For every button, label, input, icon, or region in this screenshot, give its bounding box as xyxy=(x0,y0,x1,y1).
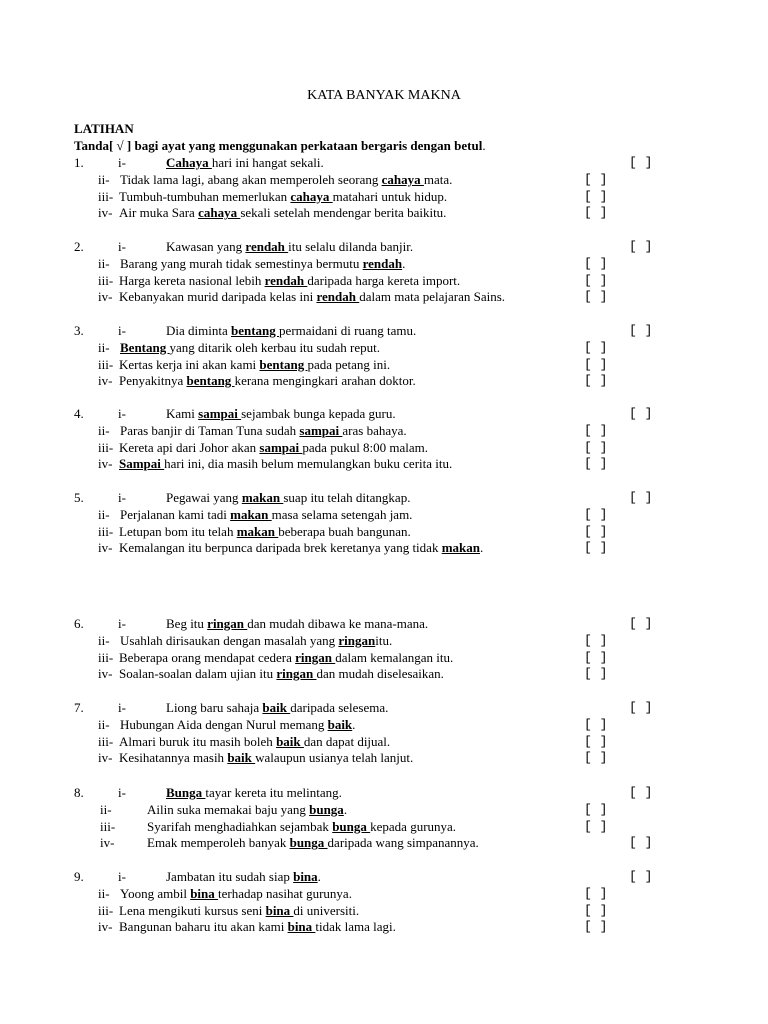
sentence xyxy=(120,172,452,188)
sentence-text: daripada wang simpanannya. xyxy=(327,835,479,851)
question-number: 8. xyxy=(74,785,84,800)
sentence xyxy=(120,886,352,902)
sentence-text: Kawasan yang xyxy=(166,239,246,254)
sentence xyxy=(119,666,444,682)
answer-checkbox[interactable]: [ ] xyxy=(584,716,608,732)
sentence xyxy=(166,406,396,422)
sentence-text: pada pukul 8:00 malam. xyxy=(302,439,429,455)
underlined-word: baik xyxy=(262,700,291,715)
answer-checkbox[interactable]: [ ] xyxy=(584,289,608,305)
sentence-text: . xyxy=(317,869,321,884)
sentence-text: . xyxy=(480,540,484,556)
roman-numeral: i- xyxy=(118,700,126,715)
answer-checkbox[interactable]: [ ] xyxy=(584,373,608,389)
sentence xyxy=(120,340,380,356)
roman-numeral: iii- xyxy=(98,439,114,455)
question-number: 7. xyxy=(74,700,84,715)
sentence-text: Yoong ambil xyxy=(120,885,191,901)
instruction-text: ] bagi ayat yang menggunakan perkataan bergaris dengan betul xyxy=(126,138,483,153)
underlined-word: sampai xyxy=(299,422,343,438)
sentence-text: Paras banjir di Taman Tuna sudah xyxy=(120,422,300,438)
underlined-word: rendah xyxy=(264,272,308,288)
sentence-text: matahari untuk hidup. xyxy=(332,188,448,204)
sentence-text: masa selama setengah jam. xyxy=(271,506,413,522)
answer-checkbox[interactable]: [ ] xyxy=(584,666,608,682)
sentence-text: Kami xyxy=(166,406,199,421)
section-heading: LATIHAN xyxy=(74,121,134,136)
underlined-word: bina xyxy=(190,885,219,901)
answer-checkbox[interactable]: [ ] xyxy=(584,919,608,935)
answer-checkbox[interactable]: [ ] xyxy=(584,205,608,221)
answer-checkbox[interactable]: [ ] xyxy=(629,616,653,631)
roman-numeral: i- xyxy=(118,155,126,170)
roman-numeral: iv- xyxy=(98,666,113,682)
sentence-text: dan mudah dibawa ke mana-mana. xyxy=(247,616,429,631)
sentence-text: permaidani di ruang tamu. xyxy=(279,323,417,338)
underlined-word: ringan xyxy=(276,666,317,682)
sentence-text: Kesihatannya masih xyxy=(119,750,228,766)
instruction-prefix: Tanda[ xyxy=(74,138,114,153)
answer-checkbox[interactable]: [ ] xyxy=(629,700,653,715)
answer-checkbox[interactable]: [ ] xyxy=(629,406,653,421)
question-number: 6. xyxy=(74,616,84,631)
underlined-word: cahaya xyxy=(290,188,333,204)
roman-numeral: i- xyxy=(118,616,126,631)
roman-numeral: i- xyxy=(118,490,126,505)
underlined-word: ringan xyxy=(207,616,248,631)
sentence-text: Dia diminta xyxy=(166,323,231,338)
underlined-word: bentang xyxy=(231,323,280,338)
roman-numeral: ii- xyxy=(100,801,112,817)
instruction xyxy=(74,138,486,154)
sentence-text: daripada selesema. xyxy=(290,700,389,715)
sentence xyxy=(120,717,355,733)
underlined-word: rendah xyxy=(316,289,360,305)
roman-numeral: i- xyxy=(118,785,126,800)
underlined-word: ringan xyxy=(295,649,336,665)
roman-numeral: ii- xyxy=(98,506,110,522)
answer-checkbox[interactable]: [ ] xyxy=(584,188,608,204)
sentence-text: beberapa buah bangunan. xyxy=(278,523,411,539)
question-number: 4. xyxy=(74,406,84,421)
sentence-text: yang ditarik oleh kerbau itu sudah reput. xyxy=(169,339,380,355)
roman-numeral: ii- xyxy=(98,716,110,732)
sentence xyxy=(166,785,342,801)
answer-checkbox[interactable]: [ ] xyxy=(584,818,608,834)
sentence-text: Bangunan baharu itu akan kami xyxy=(119,919,288,935)
sentence-text: Penyakitnya xyxy=(119,373,187,389)
sentence-text: Tidak lama lagi, abang akan memperoleh seorang xyxy=(120,171,382,187)
sentence-text: Lena mengikuti kursus seni xyxy=(119,902,266,918)
sentence-text: dalam kemalangan itu. xyxy=(335,649,454,665)
sentence-text: Harga kereta nasional lebih xyxy=(119,272,265,288)
sentence xyxy=(120,423,407,439)
answer-checkbox[interactable]: [ ] xyxy=(584,456,608,472)
sentence-text: Liong baru sahaja xyxy=(166,700,263,715)
answer-checkbox[interactable]: [ ] xyxy=(584,439,608,455)
sentence-text: dan dapat dijual. xyxy=(303,733,391,749)
sentence-text: Kertas kerja ini akan kami xyxy=(119,356,260,372)
question-number: 9. xyxy=(74,869,84,884)
answer-checkbox[interactable]: [ ] xyxy=(584,750,608,766)
sentence-text: . xyxy=(402,255,406,271)
underlined-word: bina xyxy=(293,869,318,884)
sentence-text: sekali setelah mendengar berita baikitu. xyxy=(240,205,447,221)
sentence xyxy=(166,869,321,885)
sentence xyxy=(119,540,483,556)
underlined-word: bunga xyxy=(289,835,328,851)
answer-checkbox[interactable]: [ ] xyxy=(629,155,653,170)
roman-numeral: iv- xyxy=(98,750,113,766)
underlined-word: makan xyxy=(241,490,284,505)
question-number: 2. xyxy=(74,239,84,254)
sentence-text: tayar kereta itu melintang. xyxy=(205,785,342,800)
answer-checkbox[interactable]: [ ] xyxy=(584,272,608,288)
sentence-text: Pegawai yang xyxy=(166,490,242,505)
sentence-text: Air muka Sara xyxy=(119,205,199,221)
underlined-word: makan xyxy=(441,540,480,556)
sentence-text: walaupun usianya telah lanjut. xyxy=(255,750,414,766)
sentence xyxy=(166,490,410,506)
sentence xyxy=(119,524,411,540)
answer-checkbox[interactable]: [ ] xyxy=(584,523,608,539)
answer-checkbox[interactable]: [ ] xyxy=(629,239,653,254)
roman-numeral: iii- xyxy=(98,272,114,288)
answer-checkbox[interactable]: [ ] xyxy=(584,649,608,665)
roman-numeral: iv- xyxy=(98,540,113,556)
sentence-text: Soalan-soalan dalam ujian itu xyxy=(119,666,277,682)
underlined-word: baik xyxy=(227,750,256,766)
underlined-word: bina xyxy=(265,902,294,918)
check-mark: √ xyxy=(113,138,127,153)
sentence-text: Almari buruk itu masih boleh xyxy=(119,733,277,749)
underlined-word: Sampai xyxy=(119,456,165,472)
sentence xyxy=(120,256,405,272)
underlined-word: cahaya xyxy=(198,205,241,221)
roman-numeral: i- xyxy=(118,869,126,884)
roman-numeral: iii- xyxy=(100,818,116,834)
answer-checkbox[interactable]: [ ] xyxy=(584,356,608,372)
underlined-word: bunga xyxy=(309,801,344,817)
roman-numeral: i- xyxy=(118,406,126,421)
roman-numeral: iii- xyxy=(98,523,114,539)
sentence xyxy=(119,273,460,289)
roman-numeral: ii- xyxy=(98,632,110,648)
sentence-text: itu. xyxy=(375,632,393,648)
roman-numeral: ii- xyxy=(98,422,110,438)
sentence xyxy=(119,734,390,750)
underlined-word: makan xyxy=(236,523,279,539)
sentence xyxy=(147,802,347,818)
roman-numeral: ii- xyxy=(98,885,110,901)
underlined-word: sampai xyxy=(259,439,303,455)
sentence xyxy=(119,189,447,205)
underlined-word: cahaya xyxy=(381,171,424,187)
answer-checkbox[interactable]: [ ] xyxy=(629,869,653,884)
underlined-word: baik xyxy=(327,716,353,732)
sentence-text: Ailin suka memakai baju yang xyxy=(147,801,310,817)
sentence xyxy=(166,700,388,716)
answer-checkbox[interactable]: [ ] xyxy=(584,339,608,355)
roman-numeral: iv- xyxy=(98,373,113,389)
sentence-text: Emak memperoleh banyak xyxy=(147,835,290,851)
underlined-word: Bunga xyxy=(166,785,206,800)
sentence-text: Jambatan itu sudah siap xyxy=(166,869,294,884)
sentence-text: terhadap nasihat gurunya. xyxy=(218,885,352,901)
sentence xyxy=(119,373,416,389)
roman-numeral: iii- xyxy=(98,188,114,204)
answer-checkbox[interactable]: [ ] xyxy=(584,632,608,648)
sentence-text: Beberapa orang mendapat cedera xyxy=(119,649,296,665)
sentence-text: Letupan bom itu telah xyxy=(119,523,237,539)
underlined-word: bentang xyxy=(186,373,235,389)
roman-numeral: iv- xyxy=(100,835,115,851)
sentence-text: kepada gurunya. xyxy=(370,818,457,834)
sentence xyxy=(120,633,392,649)
sentence-text: aras bahaya. xyxy=(342,422,407,438)
roman-numeral: iv- xyxy=(98,205,113,221)
underlined-word: rendah xyxy=(362,255,403,271)
sentence-text: . xyxy=(352,716,356,732)
answer-checkbox[interactable]: [ ] xyxy=(629,785,653,800)
sentence xyxy=(119,357,390,373)
underlined-word: bunga xyxy=(332,818,371,834)
answer-checkbox[interactable]: [ ] xyxy=(584,885,608,901)
answer-checkbox[interactable]: [ ] xyxy=(584,733,608,749)
sentence-text: hari ini hangat sekali. xyxy=(211,155,324,170)
sentence-text: dalam mata pelajaran Sains. xyxy=(359,289,506,305)
sentence-text: Usahlah dirisaukan dengan masalah yang xyxy=(120,632,339,648)
underlined-word: makan xyxy=(230,506,272,522)
sentence xyxy=(119,919,396,935)
roman-numeral: iv- xyxy=(98,289,113,305)
answer-checkbox[interactable]: [ ] xyxy=(584,506,608,522)
roman-numeral: iv- xyxy=(98,456,113,472)
sentence-text: Syarifah menghadiahkan sejambak xyxy=(147,818,333,834)
underlined-word: Cahaya xyxy=(166,155,212,170)
sentence-text: mata. xyxy=(423,171,453,187)
answer-checkbox[interactable]: [ ] xyxy=(584,902,608,918)
sentence-text: di universiti. xyxy=(293,902,360,918)
roman-numeral: iii- xyxy=(98,733,114,749)
sentence-text: pada petang ini. xyxy=(307,356,391,372)
answer-checkbox[interactable]: [ ] xyxy=(629,490,653,505)
answer-checkbox[interactable]: [ ] xyxy=(584,540,608,556)
sentence-text: . xyxy=(343,801,348,817)
answer-checkbox[interactable]: [ ] xyxy=(629,323,653,338)
sentence-text: suap itu telah ditangkap. xyxy=(283,490,411,505)
sentence xyxy=(166,616,428,632)
sentence xyxy=(120,507,412,523)
sentence-text: hari ini, dia masih belum memulangkan buku cerita itu. xyxy=(164,456,453,472)
sentence xyxy=(119,440,428,456)
sentence-text: sejambak bunga kepada guru. xyxy=(241,406,396,421)
sentence-text: Hubungan Aida dengan Nurul memang xyxy=(120,716,328,732)
sentence xyxy=(119,205,446,221)
roman-numeral: iii- xyxy=(98,649,114,665)
sentence xyxy=(147,819,456,835)
underlined-word: sampai xyxy=(198,406,242,421)
sentence-text: Kemalangan itu berpunca daripada brek keretanya yang tidak xyxy=(119,540,442,556)
sentence-text: Kereta api dari Johor akan xyxy=(119,439,260,455)
sentence xyxy=(166,155,324,171)
sentence xyxy=(119,650,453,666)
sentence-text: Perjalanan kami tadi xyxy=(120,506,231,522)
question-number: 1. xyxy=(74,155,84,170)
sentence-text: Kebanyakan murid daripada kelas ini xyxy=(119,289,317,305)
sentence-text: Beg itu xyxy=(166,616,208,631)
roman-numeral: iii- xyxy=(98,356,114,372)
underlined-word: bentang xyxy=(259,356,308,372)
question-number: 5. xyxy=(74,490,84,505)
roman-numeral: iv- xyxy=(98,919,113,935)
instruction-end: . xyxy=(482,138,486,153)
underlined-word: baik xyxy=(276,733,304,749)
underlined-word: bina xyxy=(287,919,316,935)
roman-numeral: i- xyxy=(118,323,126,338)
roman-numeral: ii- xyxy=(98,339,110,355)
answer-checkbox[interactable]: [ ] xyxy=(584,255,608,271)
sentence xyxy=(119,456,452,472)
underlined-word: rendah xyxy=(245,239,289,254)
document-title: KATA BANYAK MAKNA xyxy=(307,88,461,103)
sentence xyxy=(119,903,359,919)
sentence xyxy=(119,750,413,766)
answer-checkbox[interactable]: [ ] xyxy=(584,422,608,438)
answer-checkbox[interactable]: [ ] xyxy=(584,171,608,187)
underlined-word: Bentang xyxy=(120,339,170,355)
sentence-text: Barang yang murah tidak semestinya bermutu xyxy=(120,255,363,271)
roman-numeral: ii- xyxy=(98,255,110,271)
sentence xyxy=(166,323,416,339)
sentence xyxy=(147,835,479,851)
sentence-text: daripada harga kereta import. xyxy=(307,272,461,288)
underlined-word: ringan xyxy=(338,632,376,648)
sentence xyxy=(119,289,505,305)
sentence-text: kerana mengingkari arahan doktor. xyxy=(234,373,416,389)
sentence-text: tidak lama lagi. xyxy=(315,919,396,935)
question-number: 3. xyxy=(74,323,84,338)
answer-checkbox[interactable]: [ ] xyxy=(629,835,653,851)
roman-numeral: ii- xyxy=(98,171,110,187)
roman-numeral: iii- xyxy=(98,902,114,918)
sentence-text: itu selalu dilanda banjir. xyxy=(288,239,414,254)
answer-checkbox[interactable]: [ ] xyxy=(584,801,608,817)
sentence-text: Tumbuh-tumbuhan memerlukan xyxy=(119,188,291,204)
sentence-text: dan mudah diselesaikan. xyxy=(316,666,444,682)
sentence xyxy=(166,239,413,255)
roman-numeral: i- xyxy=(118,239,126,254)
